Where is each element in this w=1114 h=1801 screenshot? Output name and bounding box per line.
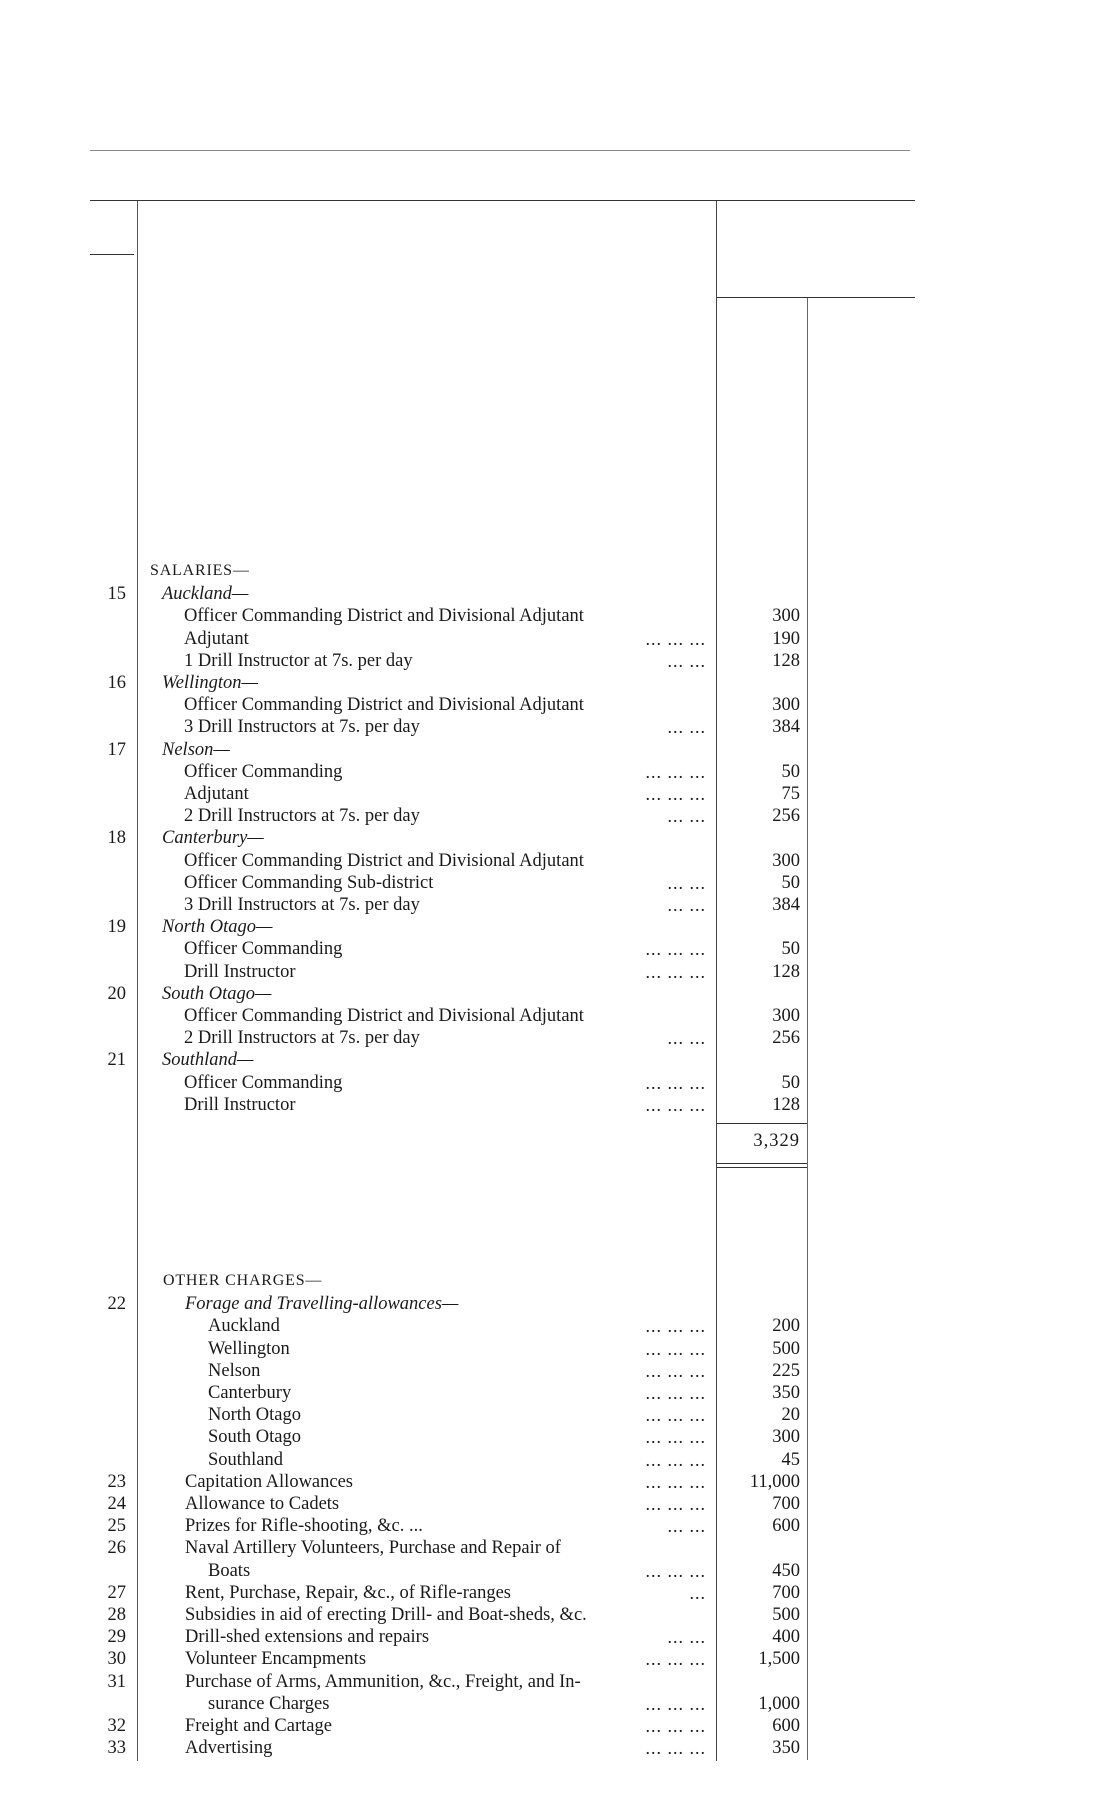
salary-line-label: Officer Commanding District and Divisional Adjutant [184,695,584,716]
district-name: South Otago— [162,983,272,1004]
charge-line-label: surance Charges [208,1693,330,1714]
forage-line-dot-leader: ... ... ... [645,1383,706,1403]
charge-line-label: Subsidies in aid of erecting Drill- and Boat-sheds, &c. [185,1605,587,1625]
charge-line-amount: 700 [772,1494,800,1514]
forage-heading: Forage and Travelling-allowances— [185,1294,459,1315]
charge-line-dot-leader: ... ... ... [645,1649,706,1670]
forage-line-amount: 350 [772,1383,800,1403]
salary-line-amount: 300 [772,1006,800,1026]
district-name: Wellington— [162,673,258,693]
salary-line-label: Officer Commanding Sub-district [184,872,434,893]
charge-line-amount: 600 [772,1516,800,1537]
district-name: Auckland— [162,584,249,605]
charge-line-label: Rent, Purchase, Repair, &c., of Rifle-ranges [185,1582,511,1603]
forage-line-amount: 45 [781,1449,800,1470]
salary-line-amount: 384 [772,895,800,915]
salary-line-amount: 384 [772,717,800,738]
salary-line-label: Adjutant [184,784,249,804]
total-double-rule [717,1163,807,1168]
salary-line-label: 2 Drill Instructors at 7s. per day [184,1028,420,1049]
forage-line-dot-leader: ... ... ... [645,1449,706,1470]
item-number: 16 [107,673,126,693]
forage-line-dot-leader: ... ... ... [645,1316,706,1337]
salaries-heading: SALARIES— [150,562,250,579]
charge-line-label: Volunteer Encampments [185,1649,367,1670]
forage-line-dot-leader: ... ... ... [645,1338,706,1359]
item-number: 32 [107,1716,126,1736]
forage-line-dot-leader: ... ... ... [645,1405,706,1426]
year-header-rule [717,297,915,298]
salary-line-label: 3 Drill Instructors at 7s. per day [184,717,420,738]
item-number: 24 [107,1494,126,1514]
salary-line-dot-leader: ... ... [667,806,706,827]
salary-line-amount: 300 [772,695,800,716]
charge-line-label: Capitation Allowances [185,1471,354,1492]
forage-line-label: Wellington [208,1338,290,1359]
charge-line-amount: 1,500 [758,1649,800,1670]
salary-line-dot-leader: ... ... ... [645,939,706,960]
district-name: Southland— [162,1050,254,1071]
item-number: 26 [107,1538,126,1559]
item-number: 28 [107,1605,126,1625]
item-number: 30 [107,1649,126,1670]
district-name: North Otago— [162,917,273,938]
item-number: 15 [107,584,126,605]
salary-line-dot-leader: ... ... ... [645,1094,706,1115]
charge-line-amount: 500 [772,1605,800,1625]
salary-line-amount: 256 [772,806,800,827]
salary-line-amount: 300 [772,606,800,627]
district-name: Canterbury— [162,828,264,849]
charge-line-label: Naval Artillery Volunteers, Purchase and Repair of [185,1538,561,1559]
salary-line-label: Adjutant [184,628,249,649]
forage-line-amount: 500 [772,1338,800,1359]
salary-line-amount: 50 [781,1072,800,1093]
salary-line-dot-leader: ... ... ... [645,628,706,649]
forage-line-label: South Otago [208,1427,302,1448]
salary-line-amount: 50 [781,939,800,960]
table-top-rule [90,200,915,201]
charge-line-amount: 1,000 [758,1693,800,1714]
item-number: 20 [107,983,126,1004]
salary-line-label: 1 Drill Instructor at 7s. per day [184,650,413,671]
charge-line-dot-leader: ... ... ... [645,1738,706,1759]
charge-line-label: Allowance to Cadets [185,1494,340,1514]
salary-line-label: Officer Commanding [184,939,343,960]
salary-line-amount: 128 [772,961,800,982]
amount-column-right-divider [807,298,808,1760]
charge-line-label: Purchase of Arms, Ammunition, &c., Freight, and In- [185,1671,581,1692]
charge-line-dot-leader: ... [689,1582,706,1603]
salary-line-label: 2 Drill Instructors at 7s. per day [184,806,420,827]
salary-line-dot-leader: ... ... ... [645,784,706,804]
item-number: 17 [107,739,126,760]
charge-line-label: Advertising [185,1738,273,1759]
salary-line-amount: 128 [772,650,800,671]
salary-line-dot-leader: ... ... [667,717,706,738]
district-name: Nelson— [162,739,230,760]
forage-line-label: Southland [208,1449,284,1470]
forage-line-amount: 300 [772,1427,800,1448]
item-header-underline [90,254,134,255]
salary-line-amount: 75 [781,784,800,804]
charge-line-label: Drill-shed extensions and repairs [185,1627,430,1648]
charge-line-amount: 450 [772,1560,800,1581]
charge-line-dot-leader: ... ... ... [645,1716,706,1736]
salary-line-label: Officer Commanding [184,761,343,782]
charge-line-dot-leader: ... ... ... [645,1494,706,1514]
forage-line-label: Nelson [208,1360,261,1381]
charge-line-dot-leader: ... ... [667,1627,706,1648]
salary-line-amount: 50 [781,872,800,893]
salary-line-label: Officer Commanding [184,1072,343,1093]
salary-line-dot-leader: ... ... [667,895,706,915]
item-number: 23 [107,1471,126,1492]
salary-line-label: Drill Instructor [184,1094,296,1115]
salary-line-label: Officer Commanding District and Divisional Adjutant [184,1006,584,1026]
item-number: 33 [107,1738,126,1759]
item-number: 29 [107,1627,126,1648]
salary-line-dot-leader: ... ... ... [645,961,706,982]
salary-line-dot-leader: ... ... [667,1028,706,1049]
charge-line-amount: 600 [772,1716,800,1736]
forage-line-label: Canterbury [208,1383,292,1403]
forage-line-amount: 200 [772,1316,800,1337]
charge-line-label: Prizes for Rifle-shooting, &c. ... [185,1516,423,1537]
salary-line-amount: 50 [781,761,800,782]
item-number: 22 [107,1294,126,1315]
forage-line-amount: 225 [772,1360,800,1381]
charge-line-dot-leader: ... ... [667,1516,706,1537]
charge-line-label: Boats [208,1560,251,1581]
salary-line-dot-leader: ... ... [667,872,706,893]
item-number: 25 [107,1516,126,1537]
salary-line-label: 3 Drill Instructors at 7s. per day [184,895,420,915]
subtotal-rule [717,1123,807,1124]
other-charges-heading: OTHER CHARGES— [163,1272,323,1289]
item-number: 21 [107,1050,126,1071]
item-column-divider [137,201,138,1761]
salary-line-label: Officer Commanding District and Divisional Adjutant [184,850,584,871]
item-number: 27 [107,1582,126,1603]
salary-line-dot-leader: ... ... [667,650,706,671]
charge-line-label: Freight and Cartage [185,1716,332,1736]
forage-line-dot-leader: ... ... ... [645,1427,706,1448]
charge-line-amount: 700 [772,1582,800,1603]
item-number: 19 [107,917,126,938]
salary-line-dot-leader: ... ... ... [645,761,706,782]
salary-line-label: Drill Instructor [184,961,296,982]
salary-line-amount: 128 [772,1094,800,1115]
charge-line-amount: 11,000 [749,1471,800,1492]
title-rule [90,150,910,151]
amount-column-left-divider [716,201,717,1761]
salary-line-label: Officer Commanding District and Divisional Adjutant [184,606,584,627]
forage-line-label: North Otago [208,1405,301,1426]
salary-line-amount: 256 [772,1028,800,1049]
forage-line-label: Auckland [208,1316,280,1337]
forage-line-amount: 20 [781,1405,800,1426]
salary-line-amount: 300 [772,850,800,871]
charge-line-amount: 350 [772,1738,800,1759]
charge-line-amount: 400 [772,1627,800,1648]
charge-line-dot-leader: ... ... ... [645,1471,706,1492]
item-number: 31 [107,1671,126,1692]
forage-line-dot-leader: ... ... ... [645,1360,706,1381]
salary-line-amount: 190 [772,628,800,649]
salary-line-dot-leader: ... ... ... [645,1072,706,1093]
salaries-total: 3,329 [753,1131,800,1151]
item-number: 18 [107,828,126,849]
charge-line-dot-leader: ... ... ... [645,1693,706,1714]
charge-line-dot-leader: ... ... ... [645,1560,706,1581]
